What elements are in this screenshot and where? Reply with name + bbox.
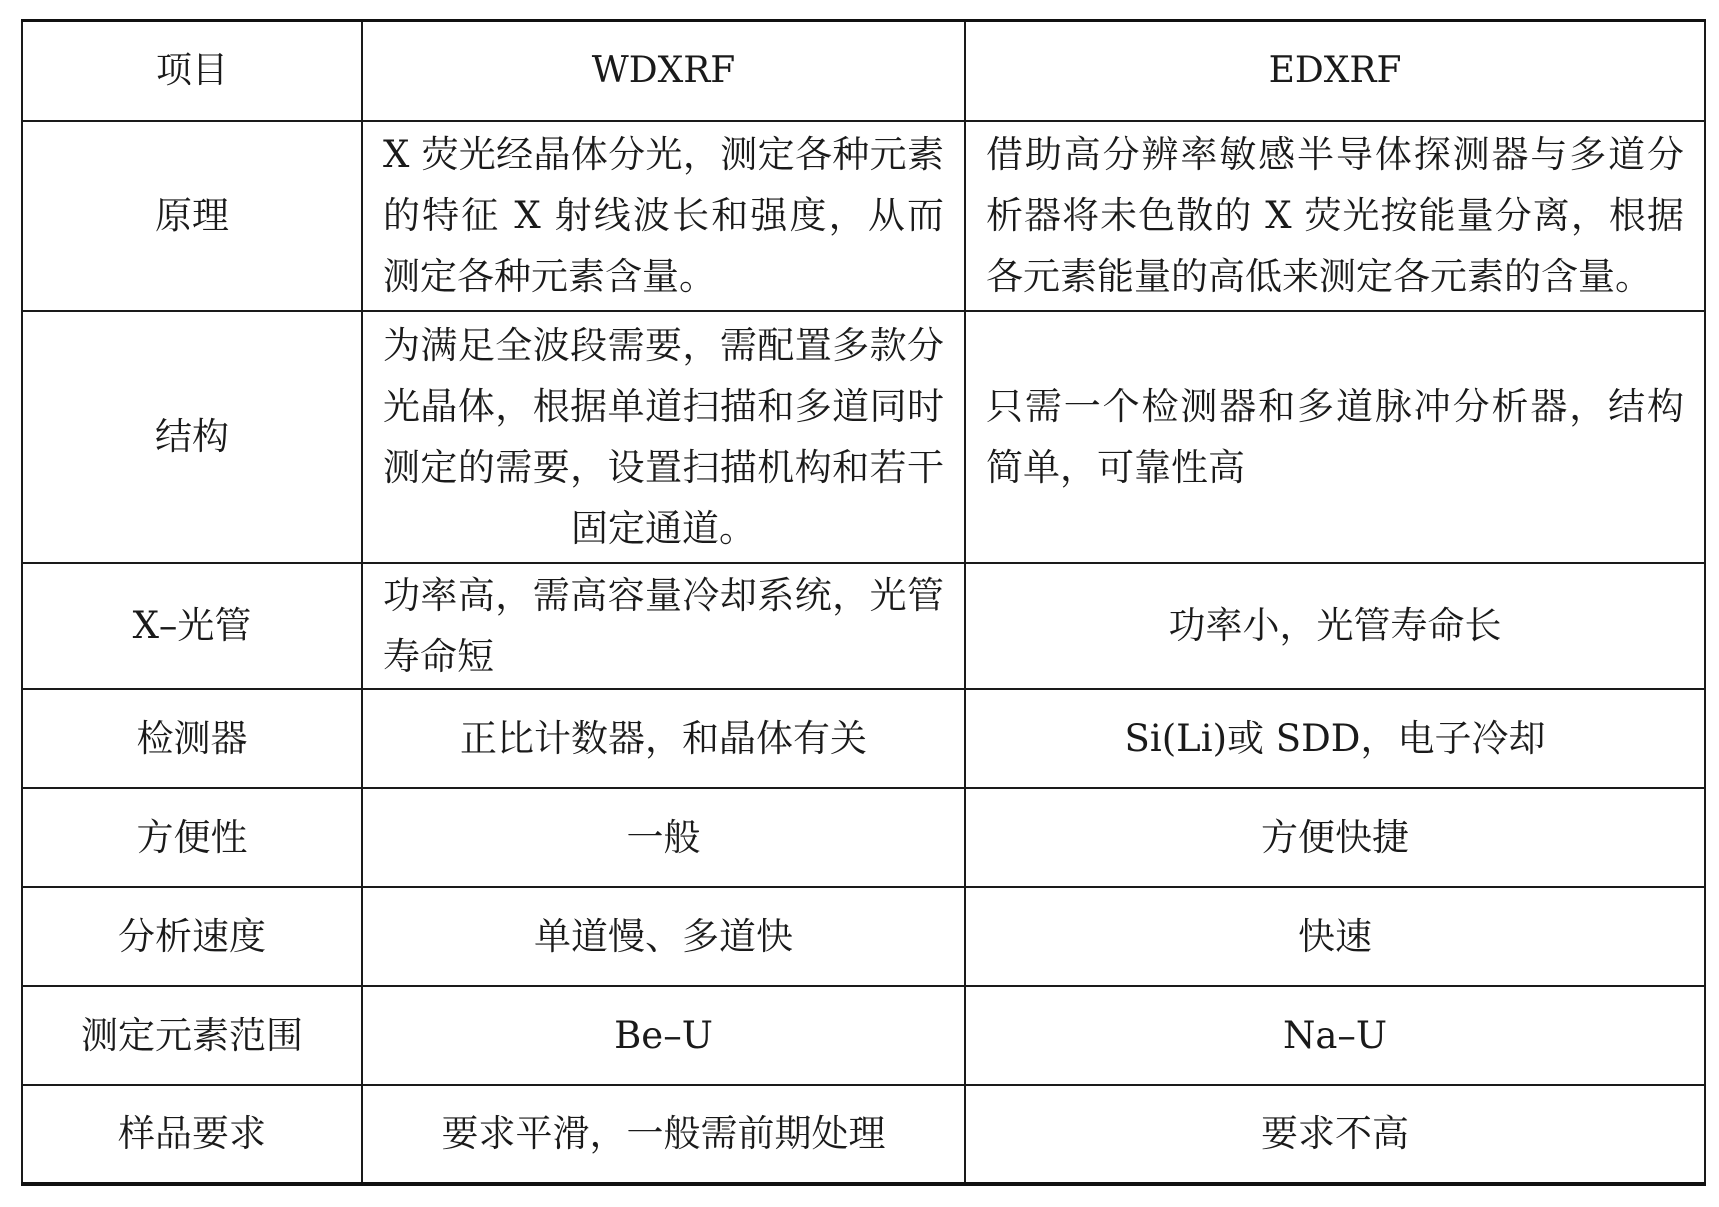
table-row-convenience xyxy=(22,788,1705,887)
edxrf-speed-cell: 快速 xyxy=(965,887,1705,986)
row-label-element-range: 测定元素范围 xyxy=(22,986,362,1085)
wdxrf-detector-cell: 正比计数器，和晶体有关 xyxy=(362,689,965,788)
edxrf-xray-tube-cell: 功率小，光管寿命长 xyxy=(965,563,1705,689)
row-label-speed: 分析速度 xyxy=(22,887,362,986)
comparison-table xyxy=(21,19,1706,1186)
wdxrf-convenience-cell: 一般 xyxy=(362,788,965,887)
row-label-convenience: 方便性 xyxy=(22,788,362,887)
table-row-sample xyxy=(22,1085,1705,1184)
header-item: 项目 xyxy=(22,21,362,121)
edxrf-structure-cell: 只需一个检测器和多道脉冲分析器，结构简单，可靠性高 xyxy=(965,311,1705,563)
row-label-principle: 原理 xyxy=(22,121,362,311)
header-edxrf: EDXRF xyxy=(965,21,1705,121)
edxrf-sample-cell: 要求不高 xyxy=(965,1085,1705,1184)
wdxrf-principle-cell: X 荧光经晶体分光，测定各种元素的特征 X 射线波长和强度，从而测定各种元素含量。 xyxy=(362,121,965,311)
table-row-xray-tube xyxy=(22,563,1705,689)
table-header-row xyxy=(22,21,1705,121)
row-label-structure: 结构 xyxy=(22,311,362,563)
table-row-element-range xyxy=(22,986,1705,1085)
wdxrf-xray-tube-cell: 功率高，需高容量冷却系统，光管寿命短 xyxy=(362,563,965,689)
table-row-principle xyxy=(22,121,1705,311)
table-row-structure xyxy=(22,311,1705,563)
edxrf-convenience-cell: 方便快捷 xyxy=(965,788,1705,887)
edxrf-element-range-cell: Na–U xyxy=(965,986,1705,1085)
row-label-sample: 样品要求 xyxy=(22,1085,362,1184)
row-label-xray-tube: X–光管 xyxy=(22,563,362,689)
wdxrf-speed-cell: 单道慢、多道快 xyxy=(362,887,965,986)
edxrf-principle-cell: 借助高分辨率敏感半导体探测器与多道分析器将未色散的 X 荧光按能量分离，根据各元素能量的高低来测定各元素的含量。 xyxy=(965,121,1705,311)
wdxrf-element-range-cell: Be–U xyxy=(362,986,965,1085)
wdxrf-structure-cell: 为满足全波段需要，需配置多款分光晶体，根据单道扫描和多道同时测定的需要，设置扫描机构和若干固定通道。 xyxy=(362,311,965,563)
table-row-speed xyxy=(22,887,1705,986)
table-row-detector xyxy=(22,689,1705,788)
wdxrf-sample-cell: 要求平滑，一般需前期处理 xyxy=(362,1085,965,1184)
header-wdxrf: WDXRF xyxy=(362,21,965,121)
edxrf-detector-cell: Si(Li)或 SDD，电子冷却 xyxy=(965,689,1705,788)
row-label-detector: 检测器 xyxy=(22,689,362,788)
